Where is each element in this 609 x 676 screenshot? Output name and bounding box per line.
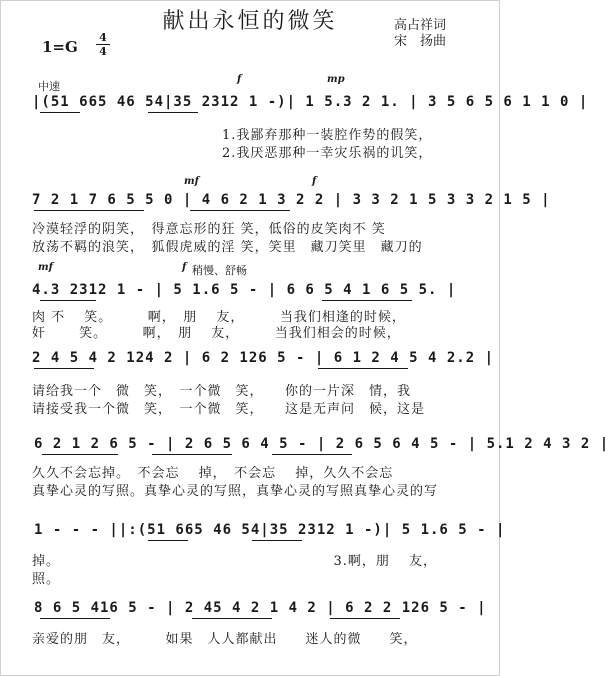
tempo-marking: 中速 (38, 80, 60, 93)
key-signature: 1=G (42, 38, 78, 56)
lyric-line: 掉。 3.啊，朋 友， (32, 554, 438, 569)
lyric-line: 请接受我一个微 笑， 一个微 笑， 这是无声问 候，这是 (32, 402, 426, 417)
lyric-line: 真挚心灵的写照。真挚心灵的写照，真挚心灵的写照真挚心灵的写 (32, 484, 439, 499)
lyric-line: 奸 笑。 啊， 朋 友， 当我们相会的时候， (32, 326, 401, 341)
lyric-line: 冷漠轻浮的阴笑， 得意忘形的狂 笑，低俗的皮笑肉不 笑 (32, 222, 386, 237)
lyricist-credit: 高占祥词 (394, 18, 447, 33)
dynamic-mark: mf (38, 262, 53, 273)
dynamic-mark: f (182, 262, 187, 273)
lyric-line: 照。 (32, 572, 61, 587)
lyric-line: 2.我厌恶那种一幸灾乐祸的讥笑， (222, 146, 433, 161)
notation-line: |(51 665 46 54|35 2312 1 -)| 1 5.3 2 1. | 3 5 6 5 6 1 1 0 | (32, 94, 589, 110)
dynamic-mark: f (237, 74, 242, 85)
notation-line: 4.3 2312 1 - | 5 1.6 5 - | 6 6 5 4 1 6 5 5. | (32, 282, 457, 298)
lyric-line: 肉 不 笑。 啊， 朋 友， 当我们相逢的时候， (32, 310, 406, 325)
composer-credit: 宋 扬曲 (394, 34, 447, 49)
song-title: 献出永恒的微笑 (162, 9, 338, 34)
lyric-line: 请给我一个 微 笑， 一个微 笑， 你的一片深 情，我 (32, 384, 412, 399)
dynamic-mark: f (312, 176, 317, 187)
lyric-line: 久久不会忘掉。 不会忘 掉， 不会忘 掉，久久不会忘 (32, 466, 394, 481)
lyric-line: 亲爱的朋 友， 如果 人人都献出 迷人的微 笑， (32, 632, 418, 647)
notation-line: 6 2 1 2 6 5 - | 2 6 5 6 4 5 - | 2 6 5 6 4 5 - | 5.1 2 4 3 2 | (34, 436, 609, 452)
lyric-line: 放荡不羁的浪笑， 狐假虎威的淫 笑，笑里 藏刀笑里 藏刀的 (32, 240, 423, 255)
notation-line: 8 6 5 416 5 - | 2 45 4 2 1 4 2 | 6 2 2 126 5 - | (34, 600, 487, 616)
lyric-line: 1.我鄙弃那种一装腔作势的假笑， (222, 128, 433, 143)
meter-top: 4 (99, 31, 107, 44)
time-signature (96, 32, 110, 57)
notation-line: 1 - - - ||:(51 665 46 54|35 2312 1 -)| 5 1.6 5 - | (34, 522, 506, 538)
notation-line: 2 4 5 4 2 124 2 | 6 2 126 5 - | 6 1 2 4 5 4 2.2 | (32, 350, 495, 366)
dynamic-mark: mf (184, 176, 199, 187)
dynamic-mark: mp (327, 74, 345, 85)
notation-line: 7 2 1 7 6 5 5 0 | 4 6 2 1 3 2 2 | 3 3 2 1 5 3 3 2 1 5 | (32, 192, 551, 208)
meter-bottom: 4 (99, 45, 107, 58)
expression-mark: 稍慢、舒畅 (192, 264, 247, 277)
